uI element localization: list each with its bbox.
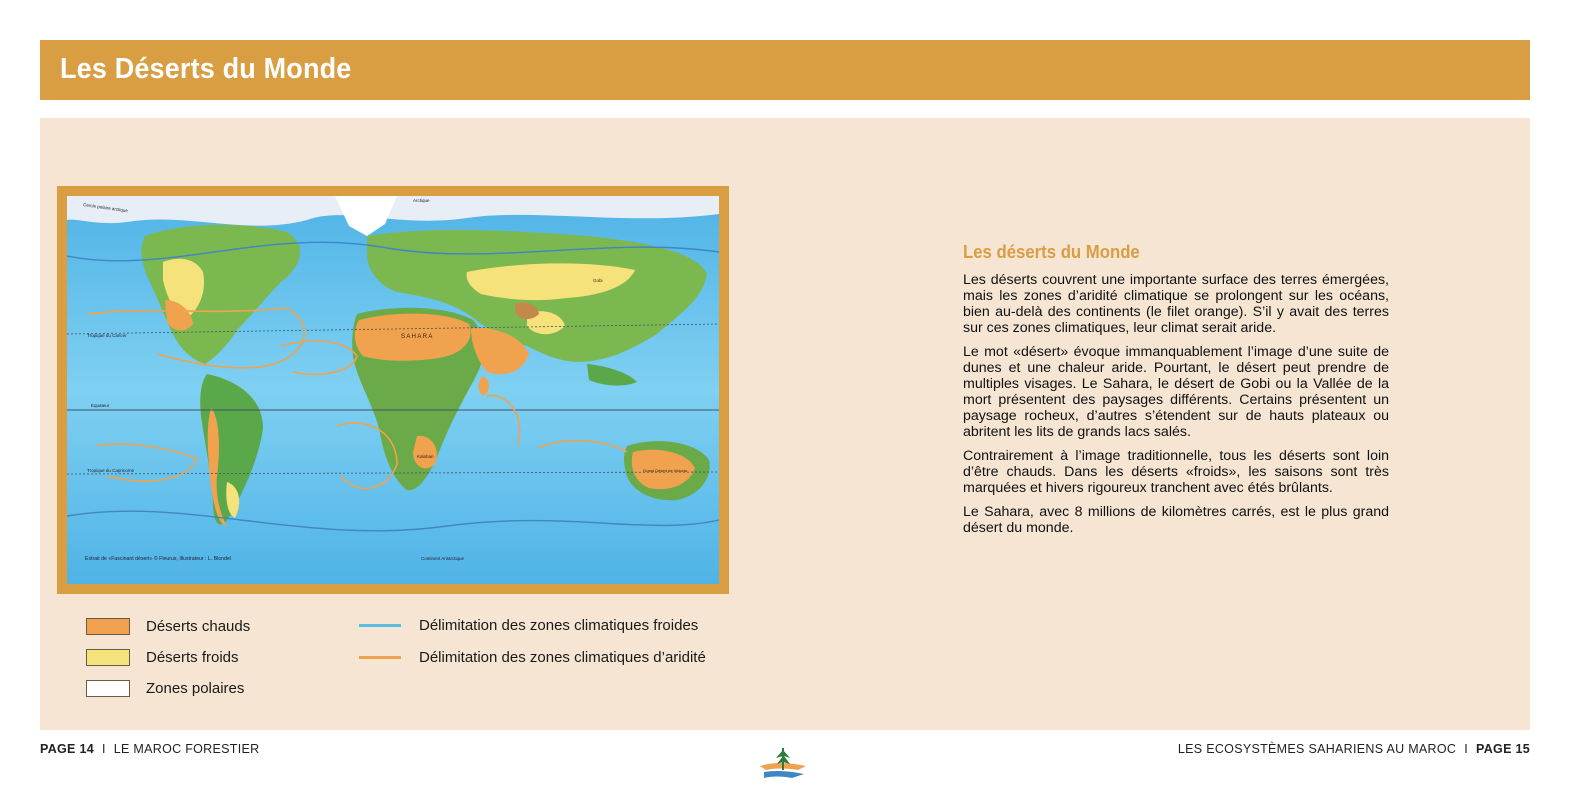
label-cercle-polaire: Cercle polaire arctique [82,202,129,214]
label-sahara: S A H A R A [401,334,433,340]
map-caption: Extrait de «Fascinant désert» © Fleurus, Illustrateur : L. Blondel [85,556,231,562]
article-heading: Les déserts du Monde [963,242,1140,262]
legend-cold-deserts [86,649,239,666]
footer-right [1178,742,1530,756]
article-paragraph: Le mot «désert» évoque immanquablement l’image d’une suite de dunes et une chaleur aride. Pourtant, le désert peut prendre de multiples visages. Le Sahara, le désert de Gobi ou la Vallée de la mort présentent des paysages différents. Certains présentent un paysage rocheux, d’autres s’étendent sur de hauts plateaux ou abritent les lits de grands lacs salés. [963,344,1389,440]
footer-left-title: LE MAROC FORESTIER [113,742,260,756]
legend-hot-deserts [86,618,250,635]
label-gobi: Gobi [593,278,603,283]
legend-aridity-line [359,649,706,666]
world-map [67,196,719,584]
footer-right-page: PAGE 15 [1476,742,1530,756]
article-paragraph: Les déserts couvrent une importante surface des terres émergées, mais les zones d’aridité climatique se prolongent sur les océans, bien au-delà des continents (le filet orange). S’il y avait des terres sur ces zones climatiques, leur climat serait aride. [963,272,1389,336]
label-antarctique: Continent Antarctique [421,556,465,561]
label-equateur: Equateur [91,403,110,408]
article-paragraph: Le Sahara, avec 8 millions de kilomètres carrés, est le plus grand désert du monde. [963,504,1389,536]
swatch-cold-desert [86,649,130,666]
label-kalahari: Kalahari [417,454,434,459]
footer-separator: I [101,742,106,756]
swatch-polar-zone [86,680,130,697]
swatch-hot-desert [86,618,130,635]
footer-separator: I [1464,742,1469,756]
article [963,242,1389,544]
logo-icon [758,744,810,780]
label-australia: Grand Désert de Victoria [643,468,687,473]
footer-left-page: PAGE 14 [40,742,94,756]
label-tropique-capricorne: Tropique du Capricorne [87,468,135,473]
label-tropique-cancer: Tropique du Cancer [87,333,127,338]
line-swatch-cold [359,624,401,627]
footer-left [40,742,259,756]
page-title: Les Déserts du Monde [60,53,352,85]
label-arctique: Arctique [413,198,430,203]
legend-cold-line [359,617,698,634]
legend-label: Zones polaires [146,680,245,697]
article-paragraph: Contrairement à l’image traditionnelle, tous les déserts sont loin d’être chauds. Dans les déserts «froids», les saisons sont très marquées et hivers rigoureux tranchent avec étés brûlants. [963,448,1389,496]
world-map-frame [57,186,729,594]
legend-label: Délimitation des zones climatiques d’aridité [419,649,706,666]
footer-right-title: LES ECOSYSTÈMES SAHARIENS AU MAROC [1177,742,1457,756]
legend-label: Déserts chauds [146,618,251,635]
line-swatch-aridity [359,656,401,659]
legend-polar-zones [86,680,244,697]
legend-label: Déserts froids [146,649,239,666]
title-bar [40,40,1530,100]
legend-label: Délimitation des zones climatiques froides [419,617,699,634]
